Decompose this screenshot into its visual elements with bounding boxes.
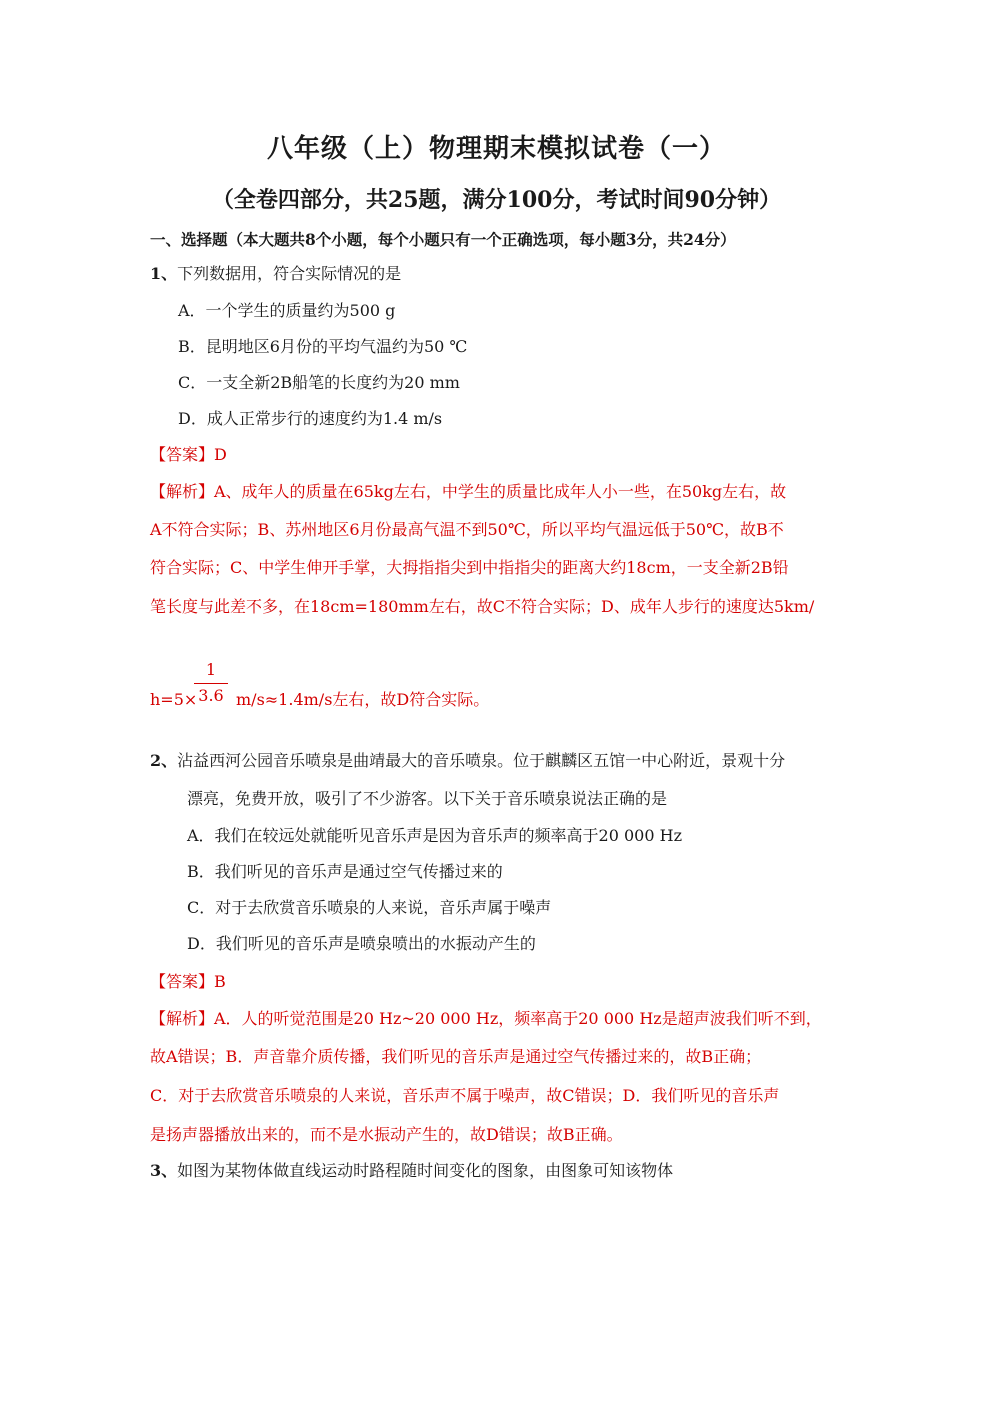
question-2-option-a: A．我们在较远处就能听见音乐声是因为音乐声的频率高于20 000 Hz xyxy=(187,826,683,845)
question-2-option-c: C．对于去欣赏音乐喷泉的人来说，音乐声属于噪声 xyxy=(187,898,552,917)
question-2-option-d: D．我们听见的音乐声是喷泉喷出的水振动产生的 xyxy=(187,934,536,953)
question-2-option-b: B．我们听见的音乐声是通过空气传播过来的 xyxy=(187,862,503,881)
question-3-text: 如图为某物体做直线运动时路程随时间变化的图象，由图象可知该物体 xyxy=(177,1161,674,1180)
question-1-answer: 【答案】D xyxy=(150,445,227,464)
question-1-option-c: C．一支全新2B船笔的长度约为20 mm xyxy=(178,373,460,392)
question-2-stem xyxy=(150,749,785,773)
question-3-number: 3、 xyxy=(150,1161,178,1180)
question-2-analysis-line: 是扬声器播放出来的，而不是水振动产生的，故D错误；故B正确。 xyxy=(150,1125,623,1144)
fraction-numerator: 1 xyxy=(205,660,217,679)
question-2-analysis-line: C．对于去欣赏音乐喷泉的人来说，音乐声不属于噪声，故C错误；D．我们听见的音乐声 xyxy=(150,1086,780,1105)
section-heading: 一、选择题（本大题共8个小题，每个小题只有一个正确选项，每小题3分，共24分） xyxy=(150,230,736,249)
question-1-text: 下列数据用，符合实际情况的是 xyxy=(177,264,402,283)
exam-title: 八年级（上）物理期末模拟试卷（一） xyxy=(266,134,726,164)
question-2-stem-cont: 漂亮，免费开放，吸引了不少游客。以下关于音乐喷泉说法正确的是 xyxy=(187,789,668,808)
question-1-analysis-line: A不符合实际；B、苏州地区6月份最高气温不到50℃，所以平均气温远低于50℃，故B不 xyxy=(150,520,784,539)
question-1-option-d: D．成人正常步行的速度约为1.4 m/s xyxy=(178,409,443,428)
question-2-text: 沾益西河公园音乐喷泉是曲靖最大的音乐喷泉。位于麒麟区五馆一中心附近，景观十分 xyxy=(177,751,786,770)
question-1-stem xyxy=(150,262,401,286)
fraction-1-over-3.6 xyxy=(194,660,228,705)
fraction-bar xyxy=(194,683,228,684)
question-2-number: 2、 xyxy=(150,751,178,770)
question-1-analysis-line: 符合实际；C、中学生伸开手掌，大拇指指尖到中指指尖的距离大约18cm，一支全新2B铅 xyxy=(150,558,789,577)
question-2-analysis-line: 【解析】A．人的听觉范围是20 Hz~20 000 Hz，频率高于20 000 Hz是超声波我们听不到， xyxy=(150,1009,822,1028)
question-3-stem xyxy=(150,1159,673,1183)
question-1-option-b: B．昆明地区6月份的平均气温约为50 ℃ xyxy=(178,337,468,356)
fraction-denominator: 3.6 xyxy=(198,686,224,705)
question-2-answer: 【答案】B xyxy=(150,972,226,991)
exam-subtitle: （全卷四部分，共25题，满分100分，考试时间90分钟） xyxy=(211,187,782,213)
question-1-analysis-end-pre: h=5× xyxy=(150,690,198,709)
question-1-number: 1、 xyxy=(150,264,178,283)
question-2-analysis-line: 故A错误；B．声音靠介质传播，我们听见的音乐声是通过空气传播过来的，故B正确； xyxy=(150,1047,762,1066)
question-1-analysis-line: 笔长度与此差不多，在18cm=180mm左右，故C不符合实际；D、成年人步行的速度达5km/ xyxy=(150,597,815,616)
question-1-analysis-end-post: m/s≈1.4m/s左右，故D符合实际。 xyxy=(236,690,490,709)
question-1-option-a: A．一个学生的质量约为500 g xyxy=(178,301,396,320)
question-1-analysis-line: 【解析】A、成年人的质量在65kg左右，中学生的质量比成年人小一些，在50kg左右，故 xyxy=(150,482,787,501)
